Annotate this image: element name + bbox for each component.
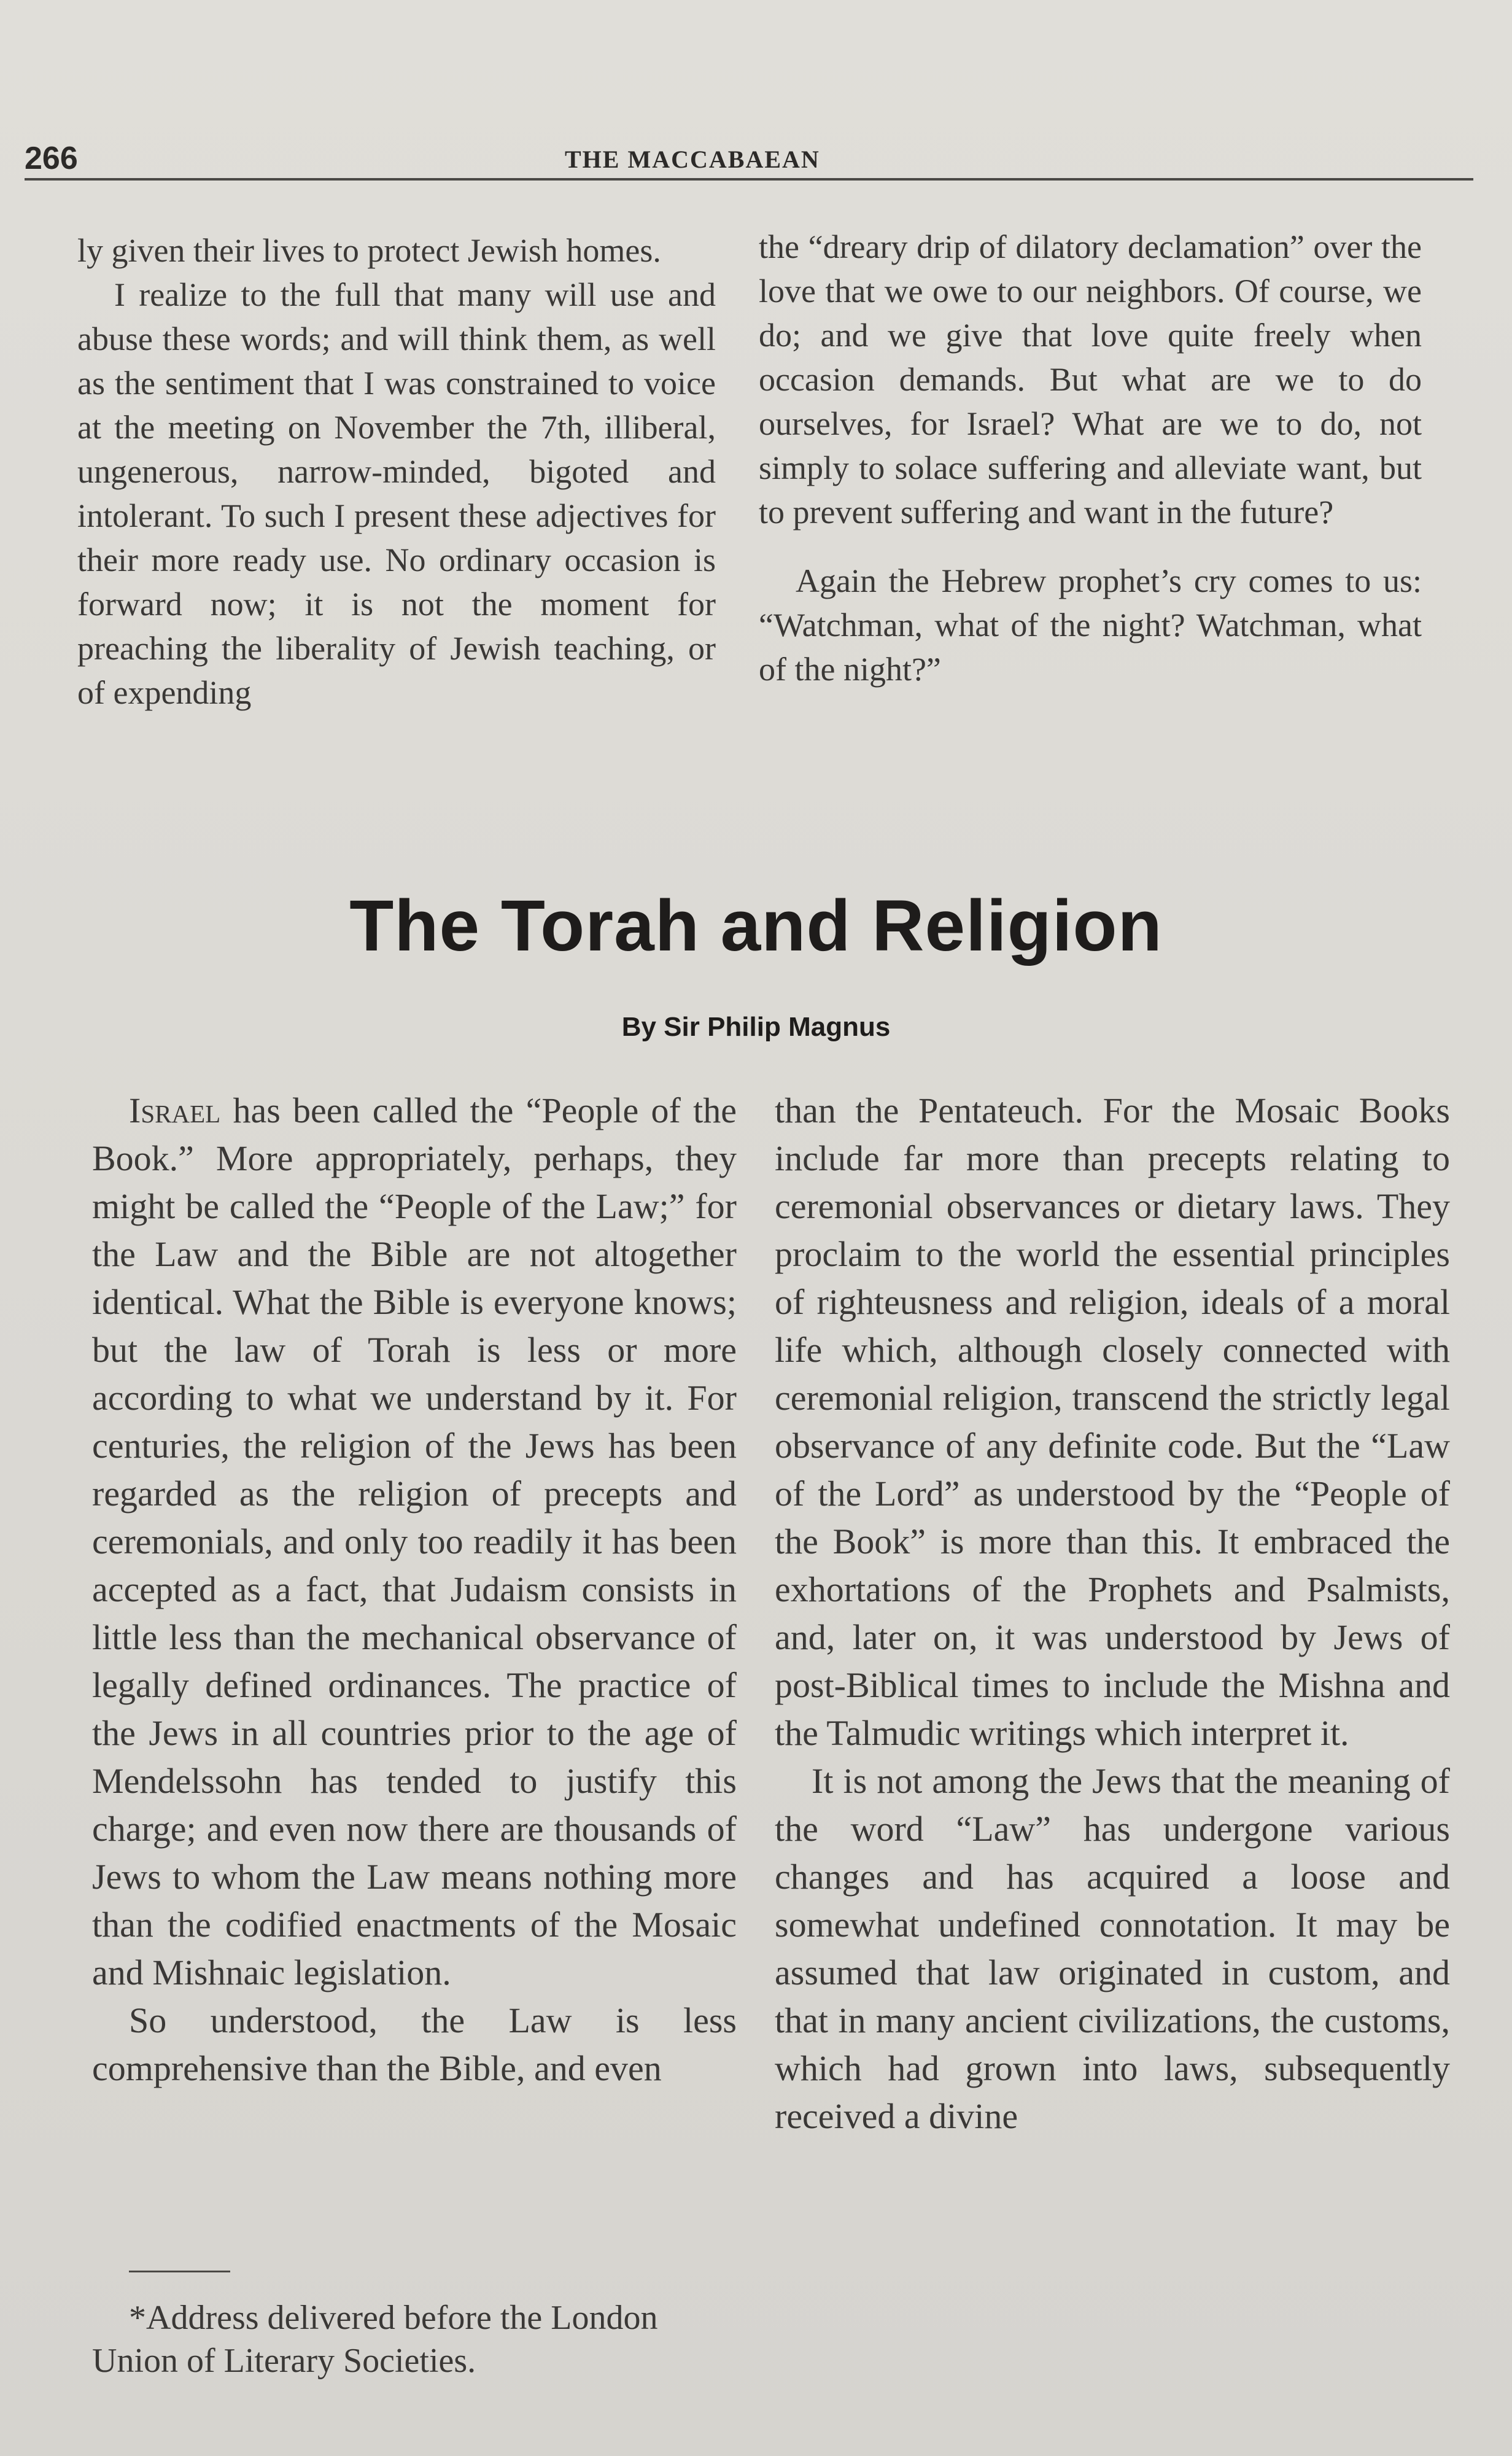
footnote-rule: [129, 2271, 230, 2272]
footnote: *Address delivered before the London Union of Literary Societies.: [92, 2299, 658, 2380]
page-number: 266: [25, 141, 78, 176]
running-head: THE MACCABAEAN: [565, 146, 820, 173]
previous-article-right-column: [759, 225, 1422, 691]
lead-word: Israel: [129, 1090, 221, 1130]
article-right-column: [775, 1087, 1450, 2140]
paragraph: [92, 1087, 737, 1997]
header-rule: [25, 178, 1473, 181]
paragraph: ly given their lives to protect Jewish homes.: [77, 232, 661, 269]
paragraph: So understood, the Law is less comprehensive than the Bible, and even: [92, 2000, 737, 2088]
paragraph: It is not among the Jews that the meaning of the word “Law” has undergone various changes and has acquired a loose and somewhat undefined connotation. It may be assumed that law originated in custom, and that in many ancient civilizations, the customs, which had grown into laws, subsequently received a divine: [775, 1761, 1450, 2136]
article-byline: By Sir Philip Magnus: [621, 1012, 891, 1042]
previous-article-left-column: [77, 228, 716, 715]
page-header: [25, 135, 1473, 178]
paragraph: I realize to the full that many will use and abuse these words; and will think them, as well as the sentiment that I was constrained to voice at the meeting on November the 7th, illiberal, ungenerous, narrow-minded, bigoted and intolerant. To such I present these adjectives for their more ready use. No ordinary occasion is forward now; it is not the moment for preaching the liberality of Jewish teaching, or of expending: [77, 276, 716, 711]
paragraph: the “dreary drip of dilatory declamation” over the love that we owe to our neighbors. Of course, we do; and we give that love quite freely when occasion demands. But what are we to do ourselves, for Israel? What are we to do, not simply to solace suffering and alleviate want, but to prevent suffering and want in the future?: [759, 228, 1422, 530]
paragraph: Again the Hebrew prophet’s cry comes to us: “Watchman, what of the night? Watchman, what of the night?”: [759, 562, 1422, 688]
article-left-column: [92, 1087, 737, 2093]
paragraph-text: has been called the “People of the Book.” More appropriately, perhaps, they might be called the “People of the Law;” for the Law and the Bible are not altogether identical. What the Bible is everyone knows; but the law of Torah is less or more according to what we understand by it. For centuries, the religion of the Jews has been regarded as the religion of precepts and ceremonials, and only too readily it has been accepted as a fact, that Judaism consists in little less than the mechanical observance of legally defined ordinances. The practice of the Jews in all countries prior to the age of Mendelssohn has tended to justify this charge; and even now there are thousands of Jews to whom the Law means nothing more than the codified enactments of the Mosaic and Mishnaic legislation.: [92, 1090, 737, 1992]
article-title: The Torah and Religion: [349, 885, 1163, 966]
paragraph: than the Pentateuch. For the Mosaic Books include far more than precepts relating to ceremonial observances or dietary laws. They proclaim to the world the essential principles of righteusness and religion, ideals of a moral life which, although closely connected with ceremonial religion, transcend the strictly legal observance of any definite code. But the “Law of the Lord” as understood by the “People of the Book” is more than this. It embraced the exhortations of the Prophets and Psalmists, and, later on, it was understood by Jews of post-Biblical times to include the Mishna and the Talmudic writings which interpret it.: [775, 1090, 1450, 1753]
